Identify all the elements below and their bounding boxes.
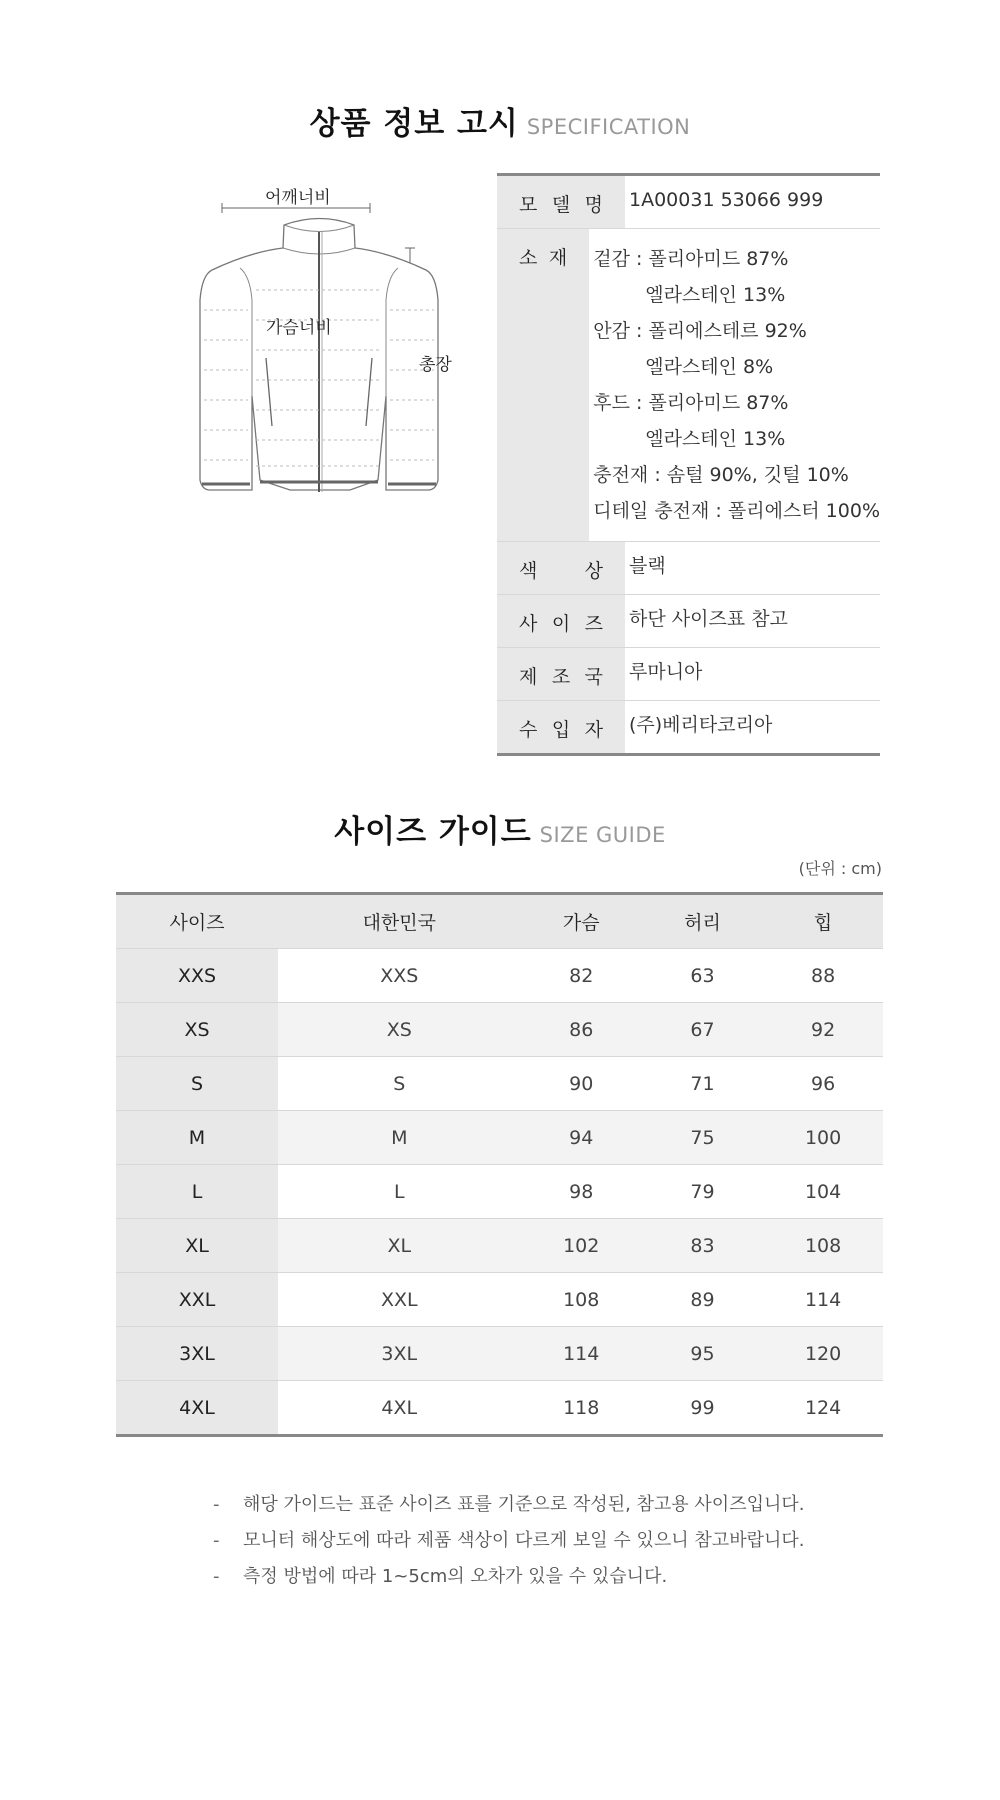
- table-cell: L: [278, 1165, 521, 1219]
- header-korea: 대한민국: [278, 894, 521, 949]
- spec-label-importer: 수 입 자: [497, 701, 625, 753]
- spec-row-origin: [497, 648, 880, 701]
- table-cell: 90: [521, 1057, 642, 1111]
- total-length-label: 총장: [419, 355, 452, 375]
- spec-label-origin: 제 조 국: [497, 648, 625, 700]
- unit-label: (단위 : cm): [798, 859, 882, 878]
- table-cell: 4XL: [381, 1396, 418, 1419]
- table-cell: XXS: [116, 949, 278, 1003]
- material-line: 엘라스테인 8%: [645, 356, 774, 378]
- table-cell: 4XL: [116, 1381, 278, 1436]
- table-row: [116, 1381, 883, 1436]
- table-cell: XL: [116, 1219, 278, 1273]
- spec-row-size: [497, 595, 880, 648]
- table-cell: 3XL: [278, 1327, 521, 1381]
- spec-value-color: 블랙: [629, 555, 666, 577]
- table-cell: 95: [642, 1327, 763, 1381]
- header-size: 사이즈: [116, 894, 278, 949]
- header-waist: 허리: [642, 894, 763, 949]
- table-row: [116, 949, 883, 1003]
- table-cell: 114: [763, 1273, 883, 1327]
- table-cell: 114: [521, 1327, 642, 1381]
- spec-value-material: [589, 229, 880, 541]
- size-guide-title-en: SIZE GUIDE: [539, 823, 666, 847]
- table-row: [116, 1273, 883, 1327]
- size-guide-title: [0, 806, 1000, 851]
- material-line: 안감 : 폴리에스테르 92%: [593, 320, 807, 342]
- table-cell: 108: [521, 1273, 642, 1327]
- notes-list: [213, 1487, 804, 1595]
- material-line: 후드 : 폴리아미드 87%: [593, 392, 789, 414]
- header-hip: 힙: [763, 894, 883, 949]
- table-row: [116, 1057, 883, 1111]
- note-item: [213, 1487, 804, 1523]
- spec-value-importer: (주)베리타코리아: [629, 714, 773, 736]
- table-cell: XL: [278, 1219, 521, 1273]
- spec-value-origin: 루마니아: [629, 661, 703, 683]
- spec-label-color: 색 상: [497, 542, 625, 594]
- table-cell: S: [116, 1057, 278, 1111]
- table-cell: 71: [642, 1057, 763, 1111]
- table-cell: L: [116, 1165, 278, 1219]
- table-cell: 63: [642, 949, 763, 1003]
- spec-value-size: 하단 사이즈표 참고: [629, 608, 788, 630]
- material-line: 엘라스테인 13%: [645, 428, 786, 450]
- note-text: 측정 방법에 따라 1~5cm의 오차가 있을 수 있습니다.: [243, 1566, 668, 1587]
- table-row: [116, 1111, 883, 1165]
- size-table-header-row: [116, 894, 883, 949]
- note-dash: -: [213, 1566, 220, 1587]
- spec-row-material: [497, 229, 880, 542]
- table-cell: 83: [642, 1219, 763, 1273]
- table-cell: 100: [763, 1111, 883, 1165]
- note-item: [213, 1523, 804, 1559]
- table-cell: XXL: [278, 1273, 521, 1327]
- spec-section-title: [0, 98, 1000, 143]
- note-dash: -: [213, 1530, 220, 1551]
- table-cell: XS: [116, 1003, 278, 1057]
- header-chest: 가슴: [521, 894, 642, 949]
- table-row: [116, 1327, 883, 1381]
- table-cell: 120: [763, 1327, 883, 1381]
- shoulder-width-label: 어깨너비: [265, 188, 331, 208]
- table-cell: 92: [763, 1003, 883, 1057]
- table-row: [116, 1165, 883, 1219]
- spec-row-model: [497, 176, 880, 229]
- spec-row-color: [497, 542, 880, 595]
- spec-title-ko: 상품 정보 고시: [309, 106, 519, 142]
- table-cell: 104: [763, 1165, 883, 1219]
- table-cell: 118: [563, 1396, 600, 1419]
- table-row: [116, 1003, 883, 1057]
- table-cell: M: [116, 1111, 278, 1165]
- size-table: [116, 892, 883, 1437]
- note-dash: -: [213, 1494, 220, 1515]
- table-cell: 108: [763, 1219, 883, 1273]
- material-line: 엘라스테인 13%: [645, 284, 786, 306]
- material-line: 겉감 : 폴리아미드 87%: [593, 248, 789, 270]
- jacket-illustration: [180, 180, 480, 510]
- table-cell: 86: [521, 1003, 642, 1057]
- spec-table: [497, 173, 880, 756]
- table-cell: 67: [642, 1003, 763, 1057]
- table-cell: 99: [690, 1396, 715, 1419]
- table-cell: 94: [521, 1111, 642, 1165]
- table-cell: 98: [521, 1165, 642, 1219]
- table-cell: 89: [642, 1273, 763, 1327]
- spec-row-importer: [497, 701, 880, 753]
- table-cell: 102: [521, 1219, 642, 1273]
- note-text: 해당 가이드는 표준 사이즈 표를 기준으로 작성된, 참고용 사이즈입니다.: [243, 1494, 805, 1515]
- spec-title-en: SPECIFICATION: [526, 115, 691, 139]
- table-cell: 88: [763, 949, 883, 1003]
- chest-width-label: 가슴너비: [266, 318, 332, 338]
- table-cell: 79: [642, 1165, 763, 1219]
- spec-label-size: 사 이 즈: [497, 595, 625, 647]
- table-row: [116, 1219, 883, 1273]
- spec-value-model: 1A00031 53066 999: [629, 189, 824, 211]
- table-cell: XXL: [116, 1273, 278, 1327]
- table-cell: 3XL: [116, 1327, 278, 1381]
- table-cell: S: [278, 1057, 521, 1111]
- size-guide-title-ko: 사이즈 가이드: [334, 814, 532, 850]
- table-cell: 75: [642, 1111, 763, 1165]
- note-text: 모니터 해상도에 따라 제품 색상이 다르게 보일 수 있으니 참고바랍니다.: [243, 1530, 805, 1551]
- spec-label-material: 소 재: [497, 229, 589, 541]
- note-item: [213, 1559, 804, 1595]
- material-line: 충전재 : 솜털 90%, 깃털 10%: [593, 464, 849, 486]
- table-cell: M: [278, 1111, 521, 1165]
- spec-label-model: 모 델 명: [497, 176, 625, 228]
- table-cell: 96: [763, 1057, 883, 1111]
- table-cell: 124: [804, 1396, 842, 1419]
- table-cell: 82: [521, 949, 642, 1003]
- material-line: 디테일 충전재 : 폴리에스터 100%: [593, 500, 880, 522]
- table-cell: XXS: [278, 949, 521, 1003]
- table-cell: XS: [278, 1003, 521, 1057]
